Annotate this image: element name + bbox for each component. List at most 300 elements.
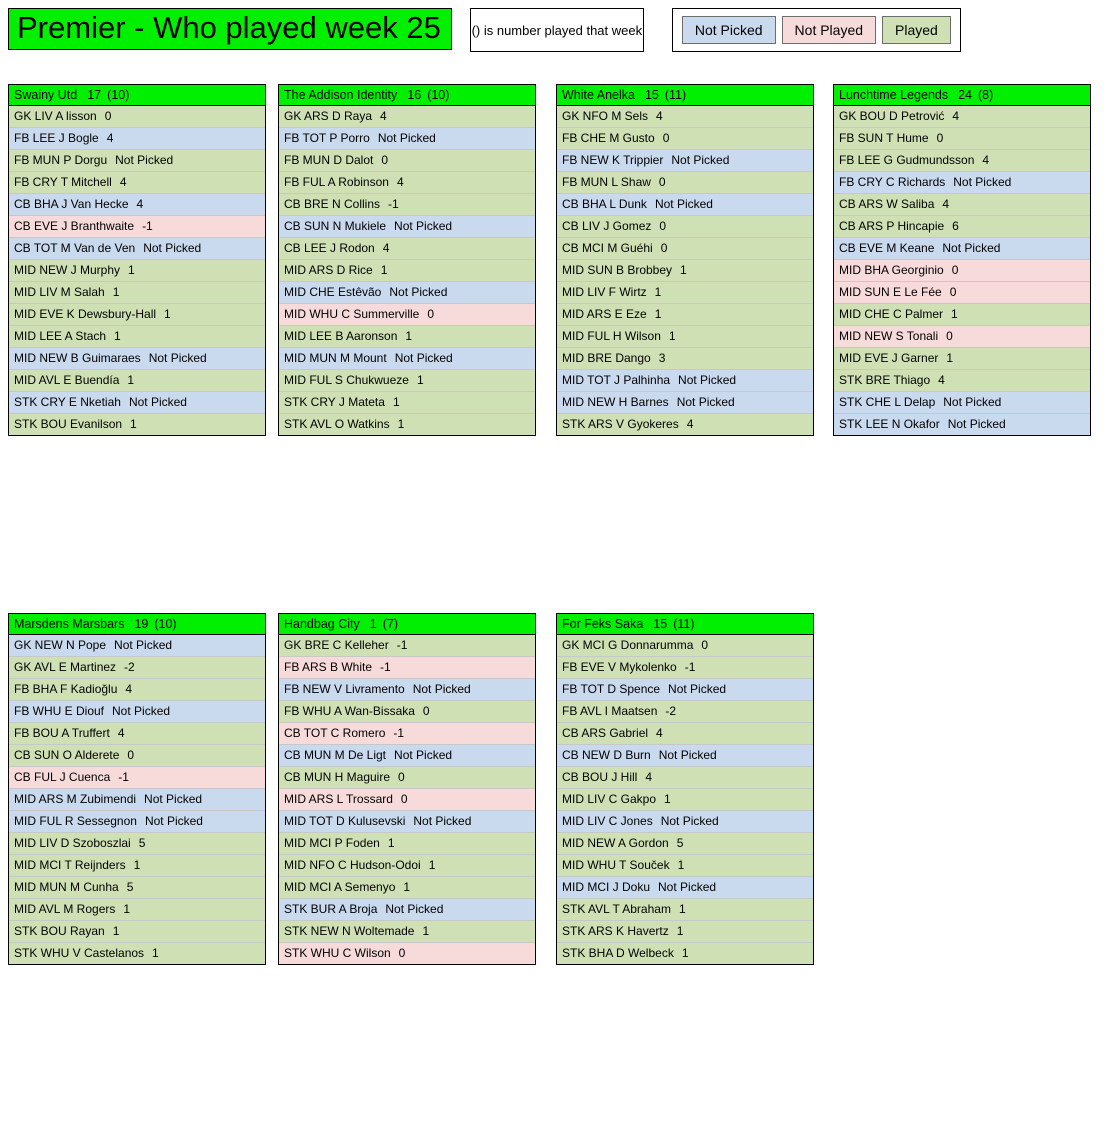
table-row: [557, 106, 813, 128]
table-row: [557, 150, 813, 172]
player-value: 0: [422, 704, 430, 718]
player-label: FB MUN L Shaw: [562, 175, 651, 189]
player-label: CB LIV J Gomez: [562, 219, 652, 233]
team-header: [557, 614, 813, 635]
player-label: FB CRY T Mitchell: [14, 175, 112, 189]
player-label: FB BOU A Truffert: [14, 726, 110, 740]
player-label: FB AVL I Maatsen: [562, 704, 658, 718]
player-label: MID LIV F Wirtz: [562, 285, 647, 299]
table-row: [279, 172, 535, 194]
player-label: CB SUN O Alderete: [14, 748, 120, 762]
player-value: 1: [112, 285, 120, 299]
player-value: 4: [686, 417, 694, 431]
player-value: 1: [128, 263, 135, 277]
table-row: [9, 304, 265, 326]
table-row: [9, 348, 265, 370]
table-row: [9, 657, 265, 679]
player-label: MID SUN B Brobbey: [562, 263, 673, 277]
table-row: [279, 635, 535, 657]
table-row: [557, 348, 813, 370]
team-table: [278, 613, 536, 965]
table-row: [557, 128, 813, 150]
player-label: CB BOU J Hill: [562, 770, 638, 784]
player-label: MID LEE B Aaronson: [284, 329, 398, 343]
table-row: [557, 723, 813, 745]
table-row: [9, 414, 265, 435]
player-value: 1: [392, 395, 400, 409]
player-value: 1: [133, 858, 141, 872]
player-label: MID WHU T Souček: [562, 858, 670, 872]
table-row: [557, 767, 813, 789]
player-value: Not Picked: [143, 241, 202, 255]
team-score: 19: [134, 617, 149, 631]
player-value: 1: [668, 329, 676, 343]
table-row: [557, 833, 813, 855]
player-value: -1: [380, 660, 391, 674]
team-header: [279, 85, 535, 106]
table-row: [279, 833, 535, 855]
player-value: 0: [946, 329, 953, 343]
player-value: 1: [387, 836, 395, 850]
table-row: [834, 106, 1090, 128]
player-value: Not Picked: [144, 814, 203, 828]
player-label: CB BHA J Van Hecke: [14, 197, 129, 211]
player-label: GK NFO M Sels: [562, 109, 649, 123]
player-value: Not Picked: [394, 748, 453, 762]
player-label: MID MCI P Foden: [284, 836, 380, 850]
page-title: Premier - Who played week 25: [8, 8, 452, 50]
player-label: FB WHU E Diouf: [14, 704, 105, 718]
table-row: [557, 282, 813, 304]
player-label: CB MUN H Maguire: [284, 770, 391, 784]
player-label: MID NEW J Murphy: [14, 263, 121, 277]
player-label: STK BOU Rayan: [14, 924, 105, 938]
player-value: 4: [117, 726, 125, 740]
player-label: MID LIV C Jones: [562, 814, 653, 828]
table-row: [557, 216, 813, 238]
table-row: [834, 128, 1090, 150]
table-row: [834, 304, 1090, 326]
team-score: 24: [958, 88, 973, 102]
player-value: 1: [127, 373, 135, 387]
player-value: 0: [659, 219, 667, 233]
player-label: FB WHU A Wan-Bissaka: [284, 704, 415, 718]
player-label: MID EVE K Dewsbury-Hall: [14, 307, 157, 321]
player-label: MID FUL H Wilson: [562, 329, 661, 343]
player-value: 1: [428, 858, 436, 872]
table-row: [9, 172, 265, 194]
player-value: Not Picked: [377, 131, 436, 145]
header: [8, 8, 961, 52]
player-label: FB MUN D Dalot: [284, 153, 374, 167]
player-value: 4: [119, 175, 127, 189]
table-row: [279, 348, 535, 370]
player-label: STK CRY J Mateta: [284, 395, 385, 409]
table-row: [279, 899, 535, 921]
table-row: [557, 238, 813, 260]
player-value: -1: [388, 197, 399, 211]
player-value: 1: [152, 946, 159, 960]
player-label: FB NEW K Trippier: [562, 153, 664, 167]
table-row: [9, 833, 265, 855]
table-row: [279, 238, 535, 260]
player-label: STK CHE L Delap: [839, 395, 936, 409]
player-value: Not Picked: [394, 351, 453, 365]
team-played-count: (11): [673, 617, 695, 631]
player-label: CB MCI M Guéhi: [562, 241, 653, 255]
player-value: 1: [112, 924, 120, 938]
player-label: FB ARS B White: [284, 660, 373, 674]
player-value: 4: [656, 726, 663, 740]
table-row: [834, 414, 1090, 435]
legend-note: () is number played that week: [470, 8, 644, 52]
team-header: [9, 614, 265, 635]
player-value: 0: [398, 946, 406, 960]
player-label: STK LEE N Okafor: [839, 417, 940, 431]
legend-not-played: Not Played: [782, 16, 876, 44]
table-row: [279, 701, 535, 723]
player-label: MID AVL M Rogers: [14, 902, 116, 916]
player-label: MID MCI J Doku: [562, 880, 651, 894]
player-value: 1: [397, 417, 405, 431]
player-label: CB LEE J Rodon: [284, 241, 375, 255]
player-value: 6: [952, 219, 959, 233]
table-row: [557, 304, 813, 326]
table-row: [834, 326, 1090, 348]
table-row: [9, 789, 265, 811]
player-value: -2: [124, 660, 135, 674]
player-label: STK BOU Evanilson: [14, 417, 123, 431]
player-value: 0: [658, 175, 666, 189]
legend: [672, 8, 961, 52]
player-value: 1: [654, 285, 662, 299]
player-label: MID MUN M Cunha: [14, 880, 119, 894]
table-row: [834, 348, 1090, 370]
player-label: FB SUN T Hume: [839, 131, 929, 145]
player-value: 1: [114, 329, 121, 343]
table-row: [279, 392, 535, 414]
table-row: [9, 194, 265, 216]
player-label: MID NEW H Barnes: [562, 395, 669, 409]
player-label: MID FUL R Sessegnon: [14, 814, 137, 828]
table-row: [279, 216, 535, 238]
player-value: 1: [678, 902, 686, 916]
team-table: [278, 84, 536, 436]
team-played-count: (10): [107, 88, 130, 102]
team-played-count: (10): [154, 617, 177, 631]
player-value: 1: [123, 902, 131, 916]
player-label: GK BRE C Kelleher: [284, 638, 389, 652]
team-score: 16: [407, 88, 422, 102]
table-row: [9, 326, 265, 348]
team-table: [556, 84, 814, 436]
team-header: [9, 85, 265, 106]
table-row: [9, 855, 265, 877]
player-value: 1: [416, 373, 424, 387]
player-label: STK WHU V Castelanos: [14, 946, 145, 960]
player-label: STK ARS K Havertz: [562, 924, 669, 938]
player-label: FB NEW V Livramento: [284, 682, 405, 696]
table-row: [9, 150, 265, 172]
table-row: [557, 745, 813, 767]
player-value: 1: [951, 307, 958, 321]
player-label: STK NEW N Woltemade: [284, 924, 415, 938]
player-value: 0: [381, 153, 389, 167]
table-row: [279, 811, 535, 833]
table-row: [279, 657, 535, 679]
table-row: [279, 679, 535, 701]
table-row: [279, 260, 535, 282]
team-score: 17: [87, 88, 102, 102]
table-row: [834, 260, 1090, 282]
table-row: [9, 701, 265, 723]
player-label: MID ARS E Eze: [562, 307, 647, 321]
player-value: 1: [405, 329, 413, 343]
player-label: MID ARS L Trossard: [284, 792, 393, 806]
player-value: 4: [656, 109, 663, 123]
team-header: [557, 85, 813, 106]
table-row: [557, 414, 813, 435]
player-value: -1: [684, 660, 696, 674]
player-label: GK LIV A lisson: [14, 109, 97, 123]
table-row: [834, 172, 1090, 194]
player-label: CB SUN N Mukiele: [284, 219, 387, 233]
table-row: [9, 260, 265, 282]
table-row: [9, 392, 265, 414]
player-value: Not Picked: [112, 704, 171, 718]
table-row: [9, 635, 265, 657]
player-label: MID CHE C Palmer: [839, 307, 944, 321]
table-row: [557, 811, 813, 833]
player-label: MID NEW A Gordon: [562, 836, 669, 850]
player-value: 1: [130, 417, 137, 431]
player-label: FB TOT P Porro: [284, 131, 370, 145]
player-label: STK CRY E Nketiah: [14, 395, 121, 409]
table-row: [557, 701, 813, 723]
player-label: MID AVL E Buendía: [14, 373, 120, 387]
player-value: 4: [106, 131, 114, 145]
player-value: 1: [403, 880, 411, 894]
table-row: [9, 238, 265, 260]
legend-not-picked: Not Picked: [682, 16, 776, 44]
table-row: [834, 392, 1090, 414]
player-value: 0: [427, 307, 435, 321]
player-value: Not Picked: [394, 219, 453, 233]
table-row: [9, 877, 265, 899]
player-value: 5: [126, 880, 134, 894]
table-row: [834, 282, 1090, 304]
table-row: [279, 745, 535, 767]
player-value: 4: [125, 682, 133, 696]
player-label: STK BRE Thiago: [839, 373, 931, 387]
table-row: [557, 392, 813, 414]
player-value: Not Picked: [658, 880, 717, 894]
table-row: [279, 789, 535, 811]
player-value: 0: [951, 263, 959, 277]
table-row: [9, 679, 265, 701]
table-row: [557, 260, 813, 282]
table-row: [9, 128, 265, 150]
player-label: GK AVL E Martinez: [14, 660, 117, 674]
table-row: [557, 657, 813, 679]
table-row: [279, 106, 535, 128]
player-label: MID BHA Georginio: [839, 263, 944, 277]
table-row: [9, 216, 265, 238]
player-value: Not Picked: [676, 395, 735, 409]
player-label: CB ARS P Hincapie: [839, 219, 945, 233]
player-label: MID CHE Estêvão: [284, 285, 382, 299]
player-value: 4: [952, 109, 960, 123]
player-value: 4: [380, 109, 387, 123]
player-label: CB MUN M De Ligt: [284, 748, 387, 762]
player-label: GK NEW N Pope: [14, 638, 107, 652]
player-value: Not Picked: [128, 395, 187, 409]
table-row: [834, 194, 1090, 216]
player-label: MID WHU C Summerville: [284, 307, 420, 321]
player-value: 4: [136, 197, 144, 211]
table-row: [9, 745, 265, 767]
team-played-count: (7): [382, 617, 398, 631]
player-label: CB ARS Gabriel: [562, 726, 649, 740]
player-value: -1: [396, 638, 408, 652]
player-value: Not Picked: [671, 153, 730, 167]
table-row: [9, 899, 265, 921]
table-row: [9, 282, 265, 304]
team-name: White Anelka: [562, 88, 635, 102]
table-row: [279, 877, 535, 899]
table-row: [9, 370, 265, 392]
table-row: [279, 943, 535, 964]
player-value: 5: [138, 836, 146, 850]
player-value: -1: [142, 219, 153, 233]
player-value: Not Picked: [942, 241, 1001, 255]
player-label: MID LIV M Salah: [14, 285, 105, 299]
player-label: CB BHA L Dunk: [562, 197, 647, 211]
player-value: 4: [942, 197, 950, 211]
player-value: Not Picked: [947, 417, 1006, 431]
player-label: GK BOU D Petrović: [839, 109, 945, 123]
table-row: [9, 723, 265, 745]
legend-played: Played: [882, 16, 951, 44]
player-label: STK BUR A Broja: [284, 902, 378, 916]
team-name: Marsdens Marsbars: [14, 617, 125, 631]
team-score: 15: [644, 88, 659, 102]
table-row: [279, 326, 535, 348]
player-value: 1: [946, 351, 954, 365]
player-value: Not Picked: [389, 285, 448, 299]
player-value: Not Picked: [413, 814, 472, 828]
player-value: 1: [676, 924, 684, 938]
table-row: [834, 216, 1090, 238]
player-label: MID EVE J Garner: [839, 351, 939, 365]
player-label: MID MUN M Mount: [284, 351, 387, 365]
table-row: [9, 811, 265, 833]
player-label: STK ARS V Gyokeres: [562, 417, 679, 431]
player-label: MID ARS D Rice: [284, 263, 373, 277]
player-label: CB TOT C Romero: [284, 726, 386, 740]
table-row: [834, 370, 1090, 392]
player-label: MID LEE A Stach: [14, 329, 107, 343]
team-name: For Feks Saka: [562, 617, 644, 631]
player-label: STK AVL O Watkins: [284, 417, 390, 431]
player-value: Not Picked: [658, 748, 717, 762]
table-row: [279, 767, 535, 789]
player-label: FB FUL A Robinson: [284, 175, 389, 189]
player-label: FB BHA F Kadioğlu: [14, 682, 118, 696]
table-row: [279, 370, 535, 392]
player-value: 1: [680, 263, 687, 277]
player-value: Not Picked: [114, 638, 173, 652]
table-row: [279, 282, 535, 304]
player-label: CB ARS W Saliba: [839, 197, 935, 211]
player-label: FB CRY C Richards: [839, 175, 946, 189]
player-value: 5: [676, 836, 684, 850]
player-value: -2: [665, 704, 677, 718]
table-row: [557, 899, 813, 921]
player-label: MID LIV C Gakpo: [562, 792, 657, 806]
player-label: MID MCI A Semenyo: [284, 880, 396, 894]
table-row: [279, 304, 535, 326]
player-value: -1: [393, 726, 405, 740]
player-value: 1: [681, 946, 689, 960]
table-row: [279, 855, 535, 877]
player-value: 4: [396, 175, 404, 189]
player-value: 0: [701, 638, 709, 652]
team-played-count: (8): [978, 88, 994, 102]
team-table: [8, 613, 266, 965]
table-row: [279, 723, 535, 745]
player-value: 4: [645, 770, 653, 784]
player-value: 0: [662, 131, 670, 145]
player-label: MID FUL S Chukwueze: [284, 373, 409, 387]
table-row: [557, 679, 813, 701]
table-row: [557, 877, 813, 899]
player-value: Not Picked: [654, 197, 713, 211]
player-label: GK MCI G Donnarumma: [562, 638, 694, 652]
player-label: CB NEW D Burn: [562, 748, 651, 762]
player-label: FB CHE M Gusto: [562, 131, 655, 145]
table-row: [9, 921, 265, 943]
team-header: [834, 85, 1090, 106]
player-value: 0: [936, 131, 944, 145]
table-row: [9, 106, 265, 128]
team-played-count: (10): [427, 88, 450, 102]
player-value: Not Picked: [678, 373, 737, 387]
player-label: MID LIV D Szoboszlai: [14, 836, 131, 850]
team-score: 15: [653, 617, 668, 631]
team-played-count: (11): [664, 88, 687, 102]
player-value: 0: [400, 792, 408, 806]
table-row: [557, 194, 813, 216]
player-value: Not Picked: [943, 395, 1002, 409]
player-label: MID ARS M Zubimendi: [14, 792, 137, 806]
table-row: [279, 194, 535, 216]
player-value: Not Picked: [412, 682, 471, 696]
player-label: CB BRE N Collins: [284, 197, 381, 211]
table-row: [557, 326, 813, 348]
player-label: MID BRE Dango: [562, 351, 651, 365]
team-name: The Addison Identity: [284, 88, 398, 102]
table-row: [279, 128, 535, 150]
team-table: [833, 84, 1091, 436]
player-value: Not Picked: [385, 902, 444, 916]
table-row: [279, 150, 535, 172]
player-value: Not Picked: [953, 175, 1012, 189]
player-label: MID TOT J Palhinha: [562, 373, 671, 387]
player-value: 1: [380, 263, 388, 277]
player-label: FB LEE J Bogle: [14, 131, 99, 145]
player-value: -1: [118, 770, 129, 784]
